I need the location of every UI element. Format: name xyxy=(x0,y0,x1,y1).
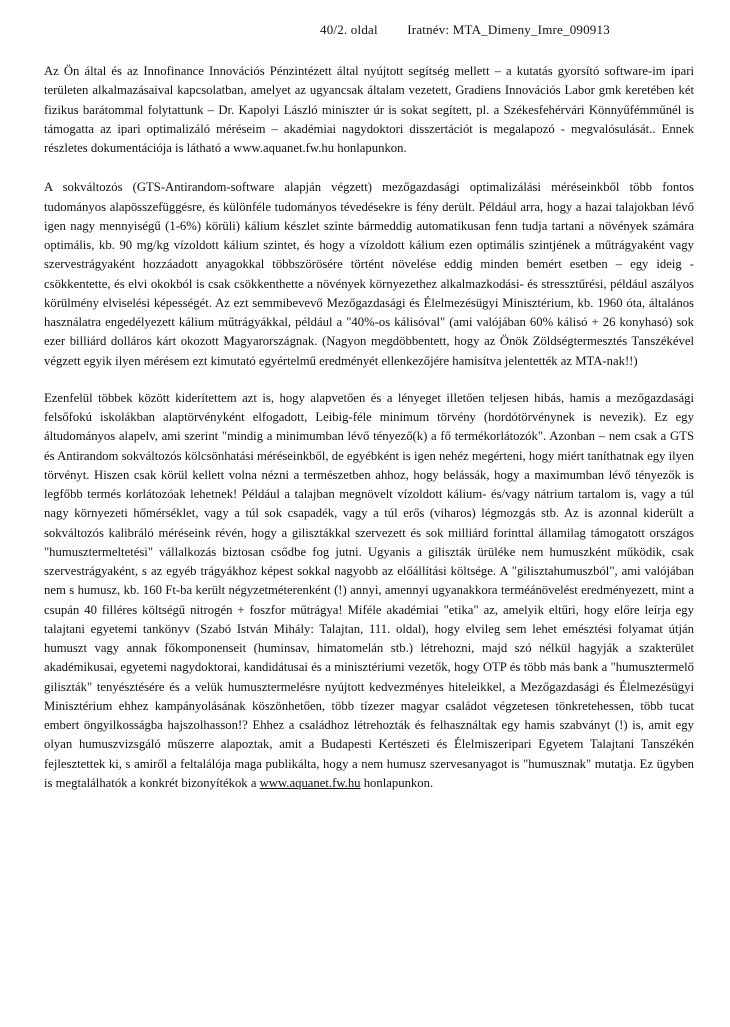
file-name-label: Iratnév: MTA_Dimeny_Imre_090913 xyxy=(407,22,610,37)
document-body xyxy=(44,62,694,812)
paragraph-liebig-text: Ezenfelül többek között kiderítettem azt is, hogy alapvetően és a lényeget illetően teljesen hibás, hamis a mezőgazdasági felsőfokú iskolákban alaptörvényként elfogadott, Leibig-féle minimum törvény (hordótörvénynek is nevezik). Ez egy áltudományos alapelv, ami szerint "mindig a minimumban lévő tényező(k) a fő termékorlátozók". Azonban – nem csak a GTS és Antirandom sokváltozós kölcsönhatási méréseinkből, de egyébként is igen nehéz megérteni, hogy miért taníthatnak egy ilyen törvényt. Hiszen csak körül kellett volna nézni a természetben ahhoz, hogy belássák, hogy a maximumban lévő tényezők is legfőbb termés korlátozóak lehetnek! Például a talajban megnövelt vízoldott kálium- és/vagy nátrium tartalom is, vagy a túl nagy környezeti hőmérséklet, vagy a túl sok csapadék, vagy a túl erős (viharos) légmozgás stb. Az is azonnal kiderült a sokváltozós kalibráló méréseink révén, hogy a gilisztákkal szervezett és sok milliárd forinttal államilag támogatott országos "humusztermeltetési" vállalkozás biztosan csődbe fog jutni. Ugyanis a giliszták ürüléke nem humuszként működik, csak szervestrágyaként, s az egyéb trágyákhoz képest sokkal nagyobb az előállítási költsége. A "gilisztahumuszból", ami valójában nem s humusz, kb. 160 Ft-ba került négyzetméterenként (!) annyi, amennyi ugyanakkora terméánövelést eredményezett, mint a csupán 40 filléres költségű nitrogén + foszfor műtrágya! Miféle akadémiai "etika" az, amelyik eltűri, hogy előre leírja egy talajtani egyetemi tankönyv (Szabó István Mihály: Talajtan, 111. oldal), hogy elvileg sem lehet emésztési folyamat útján humuszt vagy annak főkomponenseit (huminsav, himatomelán stb.) létrehozni, majd szó nélkül hagyják a szakterület akadémikusai, egyetemi nagydoktorai, kandidátusai és a minisztériumi vezetők, hogy OTP és több más bank a "humusztermelő giliszták" tenyésztésére és a velük humusztermelésre nyújtott kedvezményes hiteleikkel, a Mezőgazdasági és Élelmezésügyi Minisztérium ehhez kampányolásának köszönhetően, több tízezer magyar családot végzetesen tönkretehessen, több tucat embert öngyilkosságba hajszolhasson!? Ehhez a családhoz létrehozták és felhasználtak egy hamis szabványt (!) is, amit egy olyan humuszvizsgáló műszerre alapoztak, amit a Budapesti Kertészeti és Élelmiszeripari Egyetem Talajtani Tanszékén fejlesztettek ki, s amiről a feltalálója maga publikálta, hogy a nem humusz szervesanyagot is "humusznak" mutatja. Ez ügyben is megtalálhatók a konkrét bizonyítékok a xyxy=(44,390,694,790)
paragraph-liebig-law xyxy=(44,389,694,793)
website-link[interactable]: www.aquanet.fw.hu xyxy=(259,775,361,790)
page-header xyxy=(320,22,610,38)
paragraph-potassium-findings: A sokváltozós (GTS-Antirandom-software alapján végzett) mezőgazdasági optimalizálási méréseinkből több fontos tudományos alapösszefüggésre, és különféle tudományos tévedésekre is fény derült. Például arra, hogy a hazai talajokban lévő igen nagy mennyiségű (1-6%) körüli) kálium készlet szinte bármeddig automatikusan fenn tudja tartani a növények számára optimális, kb. 90 mg/kg vízoldott kálium szintet, és hogy a vízoldott kálium ezen optimális szintjének a műtrágyaként vagy szervestrágyaként hozzáadott anyagokkal többszörösére történt növelése eddig minden bemért esetben – egy ideig - csökkentette, és elvi okokból is csak csökkenthette a növények környezethez alkalmazkodási- és stressztűrési, például aszályos körülmény elviselési képességét. Az ezt semmibevevő Mezőgazdasági és Élelmezésügyi Minisztérium, kb. 1960 óta, általános használatra engedélyezett kálium műtrágyákkal, például a "40%-os kálisóval" (ami valójában 60% kálisó + 26 konyhasó) sok ezer billiárd dolláros kárt okozott Magyarországnak. (Nagyon megdöbbentett, hogy az Önök Zöldségtermesztés Tanszékével végzett egyik ilyen mérésem ezt kimutató egyértelmű eredményét ellenkezőjére hamisítva jelentették az MTA-nak!!) xyxy=(44,180,694,368)
paragraph-liebig-tail: honlapunkon. xyxy=(360,775,434,790)
paragraph-support: Az Ön által és az Innofinance Innovációs Pénzintézett által nyújtott segítség mellett – a kutatás gyorsító software-im ipari területen alkalmazásaival kapcsolatban, amelyet az ugyancsak általam vezetett, Gradiens Innovációs Labor gmk keretében két fizikus barátommal folytattunk – Dr. Kapolyi László miniszter úr is sokat segített, pl. a Székesfehérvári Könnyűfémműnél is támogatta az ipari optimalizáló méréseim – akadémiai nagydoktori disszertációt is megalapozó - megvalósulását.. Ennek részletes dokumentációja is látható a www.aquanet.fw.hu honlapunkon. xyxy=(44,64,694,155)
page-number-label: 40/2. oldal xyxy=(320,22,378,37)
